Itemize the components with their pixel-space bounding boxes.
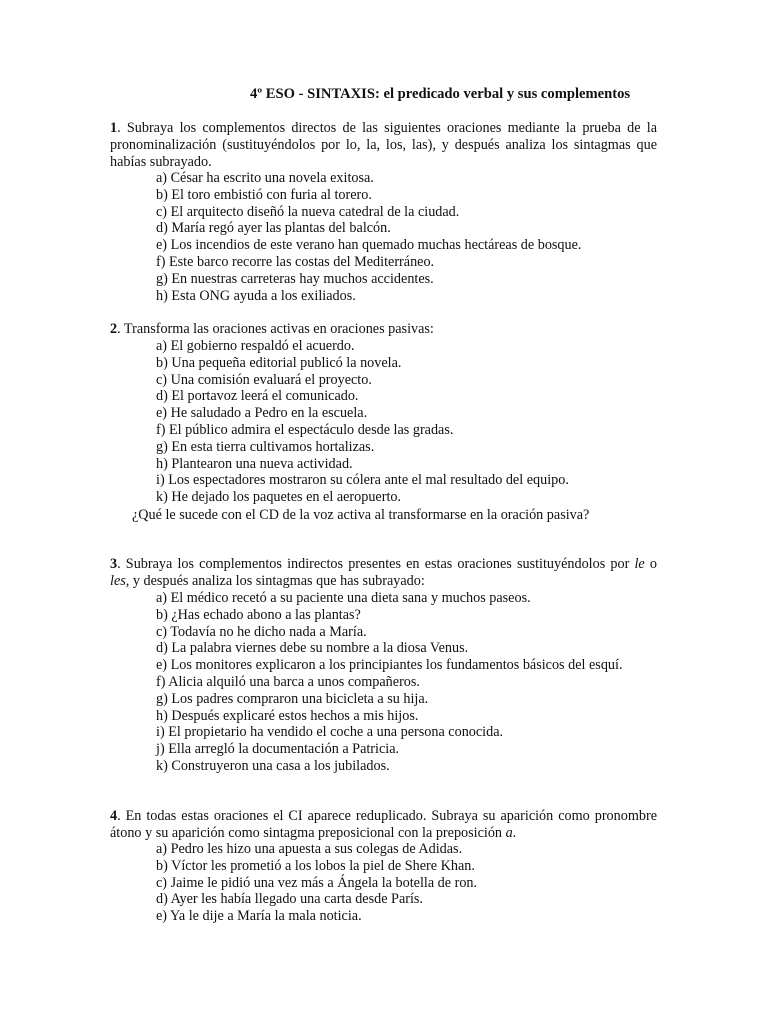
list-item: a) El médico recetó a su paciente una dieta sana y muchos paseos. [156, 590, 531, 606]
list-item: g) Los padres compraron una bicicleta a su hija. [156, 690, 429, 707]
list-item: d) Ayer les había llegado una carta desde París. [156, 891, 423, 908]
list-item: e) Los monitores explicaron a los principiantes los fundamentos básicos del esquí. [156, 657, 623, 674]
list-item: j) Ella arregló la documentación a Patricia. [156, 741, 400, 758]
list-item: b) El toro embistió con furia al torero. [156, 186, 372, 203]
exercise-2-items [156, 338, 676, 506]
list-item: h) Esta ONG ayuda a los exiliados. [156, 287, 356, 304]
exercise-4-items [156, 841, 676, 925]
list-item: e) Los incendios de este verano han quemado muchas hectáreas de bosque. [156, 237, 582, 254]
exercise-text: . En todas estas oraciones el CI aparece reduplicado. Subraya su aparición como pronombre átono y su aparición como sintagma preposicional con la preposición [110, 808, 657, 841]
list-item: d) María regó ayer las plantas del balcón. [156, 220, 391, 237]
list-item: e) He saludado a Pedro en la escuela. [156, 405, 368, 422]
exercise-number: 2 [110, 321, 118, 337]
italic-pronoun: le [634, 556, 645, 572]
exercise-1-items [156, 170, 676, 304]
list-item: d) La palabra viernes debe su nombre a la diosa Venus. [156, 640, 469, 657]
list-item: i) Los espectadores mostraron su cólera ante el mal resultado del equipo. [156, 472, 569, 489]
list-item: f) Alicia alquiló una barca a unos compañeros. [156, 673, 420, 690]
list-item: c) Todavía no he dicho nada a María. [156, 623, 367, 640]
list-item: c) El arquitecto diseñó la nueva catedral de la ciudad. [156, 203, 460, 220]
list-item: a) Pedro les hizo una apuesta a sus colegas de Adidas. [156, 841, 463, 857]
exercise-text: . Subraya los complementos indirectos presentes en estas oraciones sustituyéndolos por [117, 556, 635, 572]
exercise-2-question: ¿Qué le sucede con el CD de la voz activa al transformarse en la oración pasiva? [132, 507, 590, 523]
list-item: g) En nuestras carreteras hay muchos accidentes. [156, 270, 434, 287]
list-item: g) En esta tierra cultivamos hortalizas. [156, 438, 375, 455]
exercise-text: . Subraya los complementos directos de las siguientes oraciones mediante la prueba de la pronominalización (sustituyéndolos por lo, la, los, las), y después analiza los sintagmas que habías subrayado. [110, 120, 657, 170]
list-item: e) Ya le dije a María la mala noticia. [156, 908, 362, 925]
list-item: c) Jaime le pidió una vez más a Ángela la botella de ron. [156, 874, 478, 891]
list-item: h) Plantearon una nueva actividad. [156, 455, 353, 472]
exercise-number: 3 [110, 556, 118, 572]
exercise-2-statement [110, 321, 657, 338]
list-item: a) El gobierno respaldó el acuerdo. [156, 338, 355, 354]
list-item: d) El portavoz leerá el comunicado. [156, 388, 359, 405]
list-item: k) He dejado los paquetes en el aeropuerto. [156, 489, 402, 506]
list-item: b) ¿Has echado abono a las plantas? [156, 606, 361, 623]
list-item: i) El propietario ha vendido el coche a una persona conocida. [156, 724, 504, 741]
list-item: f) El público admira el espectáculo desde las gradas. [156, 421, 454, 438]
exercise-text: , y después analiza los sintagmas que has subrayado: [125, 572, 425, 589]
list-item: a) César ha escrito una novela exitosa. [156, 170, 374, 186]
list-item: c) Una comisión evaluará el proyecto. [156, 371, 372, 388]
exercise-text: o [644, 556, 657, 572]
list-item: b) Una pequeña editorial publicó la novela. [156, 354, 402, 371]
exercise-text: . Transforma las oraciones activas en oraciones pasivas: [117, 321, 434, 337]
exercise-1-statement [110, 120, 657, 170]
italic-pronoun: les [110, 572, 126, 589]
exercise-3-items [156, 590, 676, 775]
list-item: b) Víctor les prometió a los lobos la piel de Shere Khan. [156, 857, 475, 874]
list-item: k) Construyeron una casa a los jubilados. [156, 757, 390, 774]
list-item: f) Este barco recorre las costas del Mediterráneo. [156, 253, 435, 270]
exercise-3-statement [110, 556, 657, 590]
document-title: 4º ESO - SINTAXIS: el predicado verbal y sus complementos [250, 86, 631, 102]
exercise-number: 1 [110, 120, 118, 136]
exercise-text: . [512, 824, 517, 841]
exercise-number: 4 [110, 808, 118, 824]
list-item: h) Después explicaré estos hechos a mis hijos. [156, 707, 419, 724]
exercise-4-statement [110, 808, 657, 842]
italic-preposition: a [505, 824, 513, 841]
